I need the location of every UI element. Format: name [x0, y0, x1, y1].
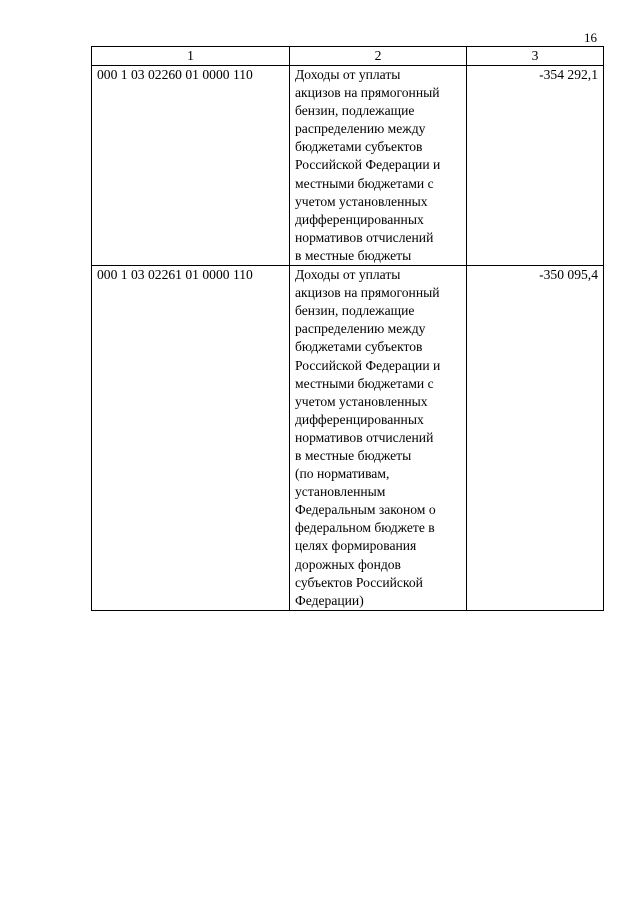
description-line: дифференцированных — [295, 211, 424, 227]
description-line: нормативов отчислений — [295, 429, 434, 445]
description-line: акцизов на прямогонный — [295, 85, 440, 101]
description-line: целях формирования — [295, 538, 417, 554]
description-line: бюджетами субъектов — [295, 339, 423, 355]
description-line: учетом установленных — [295, 193, 428, 209]
description-line: бензин, подлежащие — [295, 103, 415, 119]
description-line: в местные бюджеты — [295, 447, 412, 463]
description-line: учетом установленных — [295, 393, 428, 409]
description-line: дифференцированных — [295, 411, 424, 427]
column-header-1: 1 — [92, 47, 290, 66]
table-header-row — [92, 47, 604, 66]
column-header-3: 3 — [467, 47, 604, 66]
description-line: Российской Федерации и — [295, 157, 441, 173]
description-line: (по нормативам, — [295, 466, 390, 482]
description-line: Доходы от уплаты — [295, 267, 401, 283]
description-line: Федерации) — [295, 592, 364, 608]
description-line: бензин, подлежащие — [295, 303, 415, 319]
description-line: бюджетами субъектов — [295, 139, 423, 155]
description-line: нормативов отчислений — [295, 229, 434, 245]
description-line: субъектов Российской — [295, 574, 423, 590]
revenue-description — [290, 266, 467, 611]
amount-value: -354 292,1 — [467, 66, 604, 266]
budget-classification-code: 000 1 03 02261 01 0000 110 — [92, 266, 290, 611]
description-line: акцизов на прямогонный — [295, 285, 440, 301]
description-line: федеральном бюджете в — [295, 520, 435, 536]
description-line: дорожных фондов — [295, 556, 401, 572]
amount-value: -350 095,4 — [467, 266, 604, 611]
description-line: Доходы от уплаты — [295, 67, 401, 82]
description-line: Российской Федерации и — [295, 357, 441, 373]
description-line: распределению между — [295, 321, 426, 337]
table-row — [92, 66, 604, 266]
table-row — [92, 266, 604, 611]
description-line: Федеральным законом о — [295, 502, 436, 518]
description-line: местными бюджетами с — [295, 375, 434, 391]
budget-classification-code: 000 1 03 02260 01 0000 110 — [92, 66, 290, 266]
description-line: распределению между — [295, 121, 426, 137]
description-line: местными бюджетами с — [295, 175, 434, 191]
page-number: 16 — [584, 30, 597, 45]
revenue-table — [91, 46, 604, 611]
revenue-description — [290, 66, 467, 266]
description-line: в местные бюджеты — [295, 247, 412, 263]
description-line: установленным — [295, 484, 386, 500]
column-header-2: 2 — [290, 47, 467, 66]
